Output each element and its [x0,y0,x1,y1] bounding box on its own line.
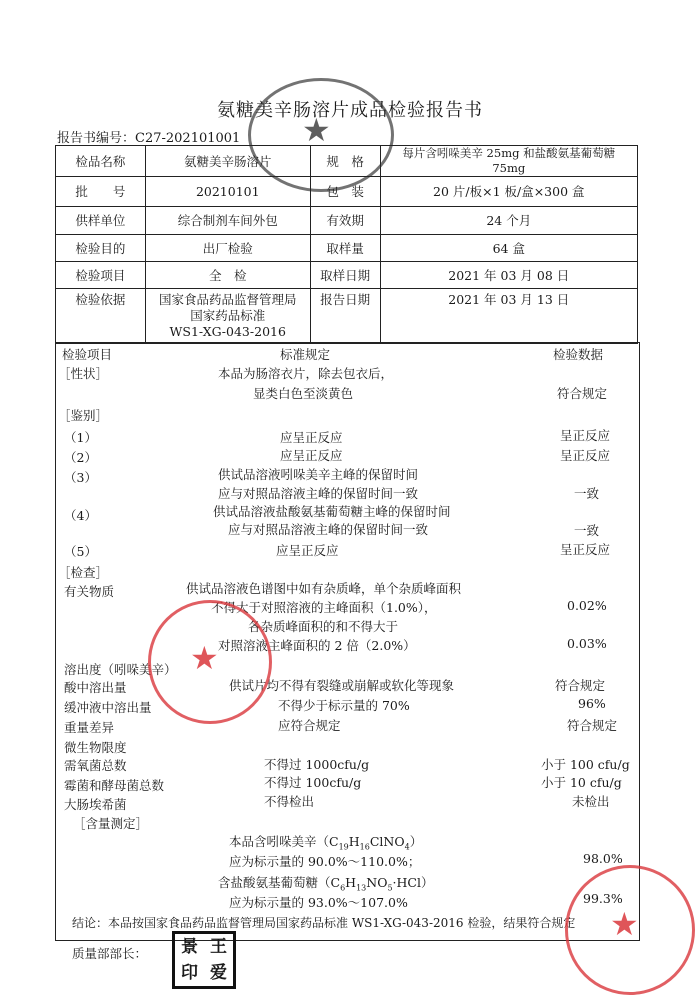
section-assay: ［含量测定］ [73,816,149,831]
id1-result: 呈正反应 [560,428,611,443]
related-substances-result-2: 0.03% [567,636,607,651]
related-substances-spec-2: 不得大于对照溶液的主峰面积（1.0%）， [211,600,437,615]
red-seal-corner-star-icon: ★ [610,905,639,943]
label-package: 包 装 [310,177,380,207]
yeast-mold-spec: 不得过 100cfu/g [264,775,362,790]
id4-spec-1: 供试品溶液盐酸氨基葡萄糖主峰的保留时间 [213,504,451,519]
col-header-item: 检验项目 [62,347,113,362]
basis-line-2: 国家药品标准 [190,308,266,323]
section-appearance: ［性状］ [58,366,109,381]
value-package: 20 片/板×1 板/盒×300 盒 [380,177,637,207]
value-purpose: 出厂检验 [145,235,310,262]
buffer-release-result: 96% [578,696,606,711]
seal-char-1: 景 [181,937,198,957]
weight-variation-spec: 应符合规定 [278,718,341,733]
aerobic-count-spec: 不得过 1000cfu/g [264,757,370,772]
aerobic-count-result: 小于 100 cfu/g [541,757,630,772]
basis-line-3: WS1-XG-043-2016 [169,324,286,339]
basis-line-1: 国家食品药品监督管理局 [158,292,297,307]
col-header-spec: 标准规定 [280,347,331,362]
id2-spec: 应呈正反应 [280,448,343,463]
acid-release-result: 符合规定 [555,678,606,693]
acid-release-label: 酸中溶出量 [64,680,127,695]
report-title: 氨糖美辛肠溶片成品检验报告书 [217,100,483,121]
value-batch: 20210101 [145,177,310,207]
value-sample-date: 2021 年 03 月 08 日 [380,262,637,289]
assay-glucosamine-spec-1: 含盐酸氨基葡萄糖$(C_6H_{13}NO_5\cdot HCl)$ [218,875,434,893]
row-basis [56,289,638,344]
ecoli-result: 未检出 [572,794,610,809]
value-report-date: 2021 年 03 月 13 日 [380,289,637,344]
assay-indometacin-spec-1: 本品含吲哚美辛$(C_{19}H_{16}ClNO_4)$ [229,834,423,852]
appearance-result: 符合规定 [557,386,608,401]
aerobic-count-label: 需氧菌总数 [64,758,127,773]
label-batch: 批 号 [56,177,146,207]
label-spec: 规 格 [310,146,380,177]
appearance-spec-2: 显类白色至淡黄色 [253,386,354,401]
header-table [55,145,638,344]
label-report-date: 报告日期 [310,289,380,344]
value-basis [145,289,310,344]
id3-spec-1: 供试品溶液吲哚美辛主峰的保留时间 [218,467,419,482]
assay-glucosamine-spec-2: 应为标示量的 93.0%～107.0% [229,895,408,910]
label-sample-date: 取样日期 [310,262,380,289]
related-substances-label: 有关物质 [64,584,115,599]
id4-spec-2: 应与对照品溶液主峰的保留时间一致 [228,522,429,537]
seal-char-4: 爱 [210,963,227,983]
row-purpose [56,235,638,262]
id5-result: 呈正反应 [560,542,611,557]
row-batch [56,177,638,207]
acid-release-spec: 供试片均不得有裂缝或崩解或软化等现象 [229,678,455,693]
id5-number: （5） [64,544,97,559]
label-purpose: 检验目的 [56,235,146,262]
yeast-mold-label: 霉菌和酵母菌总数 [64,778,165,793]
id1-spec: 应呈正反应 [280,430,343,445]
label-sample-qty: 取样量 [310,235,380,262]
signature-seal [172,931,236,989]
related-substances-spec-4: 对照溶液主峰面积的 2 倍（2.0%） [218,638,416,653]
buffer-release-label: 缓冲液中溶出量 [64,700,152,715]
id2-number: （2） [64,450,97,465]
related-substances-result-1: 0.02% [567,598,607,613]
id1-number: （1） [64,430,97,445]
col-header-result: 检验数据 [553,347,604,362]
assay-indometacin-result: 98.0% [583,851,623,866]
value-supplier: 综合制剂车间外包 [145,207,310,235]
id4-result: 一致 [574,523,600,538]
id2-result: 呈正反应 [560,448,611,463]
row-supplier [56,207,638,235]
seal-char-3: 印 [181,963,198,983]
id4-number: （4） [64,508,97,523]
related-substances-spec-1: 供试品溶液色谱图中如有杂质峰，单个杂质峰面积 [186,581,462,596]
value-sample-qty: 64 盒 [380,235,637,262]
ecoli-spec: 不得检出 [264,794,315,809]
id3-spec-2: 应与对照品溶液主峰的保留时间一致 [218,486,419,501]
label-validity: 有效期 [310,207,380,235]
label-supplier: 供样单位 [56,207,146,235]
value-validity: 24 个月 [380,207,637,235]
id3-result: 一致 [574,486,600,501]
appearance-spec-1: 本品为肠溶衣片，除去包衣后， [218,366,394,381]
related-substances-spec-3: 各杂质峰面积的和不得大于 [248,619,399,634]
id5-spec: 应呈正反应 [276,543,339,558]
seal-char-2: 王 [210,937,227,957]
yeast-mold-result: 小于 10 cfu/g [541,775,622,790]
value-test-items: 全 检 [145,262,310,289]
signoff-label: 质量部部长： [72,946,148,961]
label-product-name: 检品名称 [56,146,146,177]
value-spec: 每片含吲哚美辛 25mg 和盐酸氨基葡萄糖 75mg [380,146,637,177]
weight-variation-result: 符合规定 [567,718,618,733]
id3-number: （3） [64,470,97,485]
label-test-items: 检验项目 [56,262,146,289]
assay-glucosamine-result: 99.3% [583,891,623,906]
weight-variation-label: 重量差异 [64,720,115,735]
section-identification: ［鉴别］ [58,408,109,423]
ecoli-label: 大肠埃希菌 [64,797,127,812]
assay-indometacin-spec-2: 应为标示量的 90.0%～110.0%； [229,854,421,869]
section-inspection: ［检查］ [58,565,109,580]
dissolution-label: 溶出度（吲哚美辛） [64,662,177,677]
red-seal-star-icon: ★ [190,639,219,677]
value-product-name: 氨糖美辛肠溶片 [145,146,310,177]
buffer-release-spec: 不得少于标示量的 70% [278,698,410,713]
microbial-limit-label: 微生物限度 [64,740,127,755]
label-basis: 检验依据 [56,289,146,344]
dark-seal-star-icon: ★ [302,111,331,149]
conclusion: 结论：本品按国家食品药品监督管理局国家药品标准 WS1-XG-043-2016 检验，结果符合规定 [72,916,576,930]
report-number: 报告书编号：C27-202101001 [57,131,241,146]
row-test-items [56,262,638,289]
row-product-name [56,146,638,177]
